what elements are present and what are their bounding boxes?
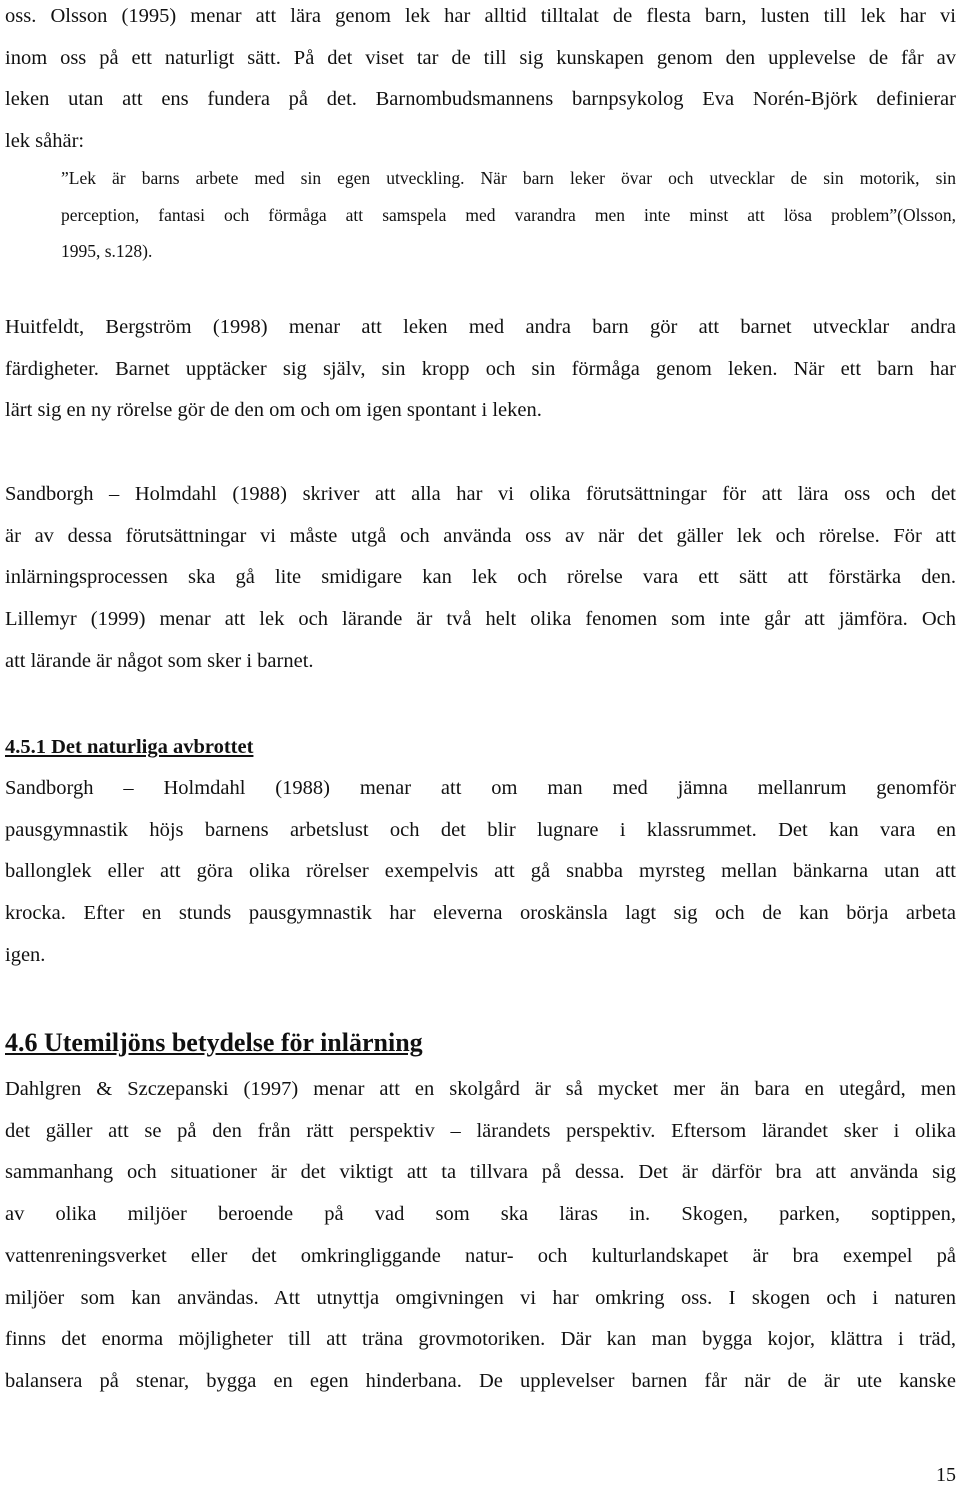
text-line: lärt sig en ny rörelse gör de den om och om igen spontant i leken. [5, 399, 542, 422]
text-line: miljöer som kan användas. Att utnyttja omgivningen vi har omkring oss. I skogen och i naturen [5, 1286, 956, 1309]
text-line: Lillemyr (1999) menar att lek och lärande är två helt olika fenomen som inte går att jämföra. Och [5, 608, 956, 631]
section-heading-4-5-1: 4.5.1 Det naturliga avbrottet [5, 736, 254, 758]
text-line: finns det enorma möjligheter till att träna grovmotoriken. Där kan man bygga kojor, klättra i träd, [5, 1328, 956, 1351]
text-line: Sandborgh – Holmdahl (1988) menar att om man med jämna mellanrum genomför [5, 777, 956, 799]
text-line: av olika miljöer beroende på vad som ska läras in. Skogen, parken, soptippen, [5, 1203, 956, 1226]
paragraph-dahlgren [5, 1069, 956, 1403]
text-line: lek såhär: [5, 130, 85, 153]
paragraph-sandborgh-2 [5, 768, 956, 977]
text-line: leken utan att ens fundera på det. Barnombudsmannens barnpsykolog Eva Norén-Björk definierar [5, 88, 956, 111]
text-line: balansera på stenar, bygga en egen hinderbana. De upplevelser barnen får när de är ute kanske [5, 1369, 956, 1392]
quote-line: perception, fantasi och förmåga att samspela med varandra men inte minst att lösa problem”(Olsson, [61, 204, 956, 225]
text-line: att lärande är något som sker i barnet. [5, 649, 314, 672]
text-line: pausgymnastik höjs barnens arbetslust och det blir lugnare i klassrummet. Det kan vara en [5, 818, 956, 841]
text-line: sammanhang och situationer är det viktigt att ta tillvara på dessa. Det är därför bra att använda sig [5, 1161, 956, 1184]
quote-line: 1995, s.128). [61, 241, 153, 262]
text-line: det gäller att se på den från rätt perspektiv – lärandets perspektiv. Eftersom lärandet sker i olika [5, 1119, 956, 1142]
text-line: är av dessa förutsättningar vi måste utgå och använda oss av när det gäller lek och rörelse. För att [5, 524, 956, 547]
text-line: inlärningsprocessen ska gå lite smidigare kan lek och rörelse vara ett sätt att förstärka den. [5, 566, 956, 589]
text-line: Huitfeldt, Bergström (1998) menar att leken med andra barn gör att barnet utvecklar andra [5, 316, 956, 338]
paragraph-intro [5, 0, 956, 163]
text-line: inom oss på ett naturligt sätt. På det viset tar de till sig kunskapen genom den upplevelse de får av [5, 46, 956, 69]
text-line: igen. [5, 943, 46, 966]
text-line: krocka. Efter en stunds pausgymnastik har eleverna oroskänsla lagt sig och de kan börja arbeta [5, 902, 956, 925]
block-quote [61, 160, 956, 270]
quote-line: ”Lek är barns arbete med sin egen utveckling. När barn leker övar och utvecklar de sin motorik, sin [61, 168, 956, 188]
section-heading-4-6: 4.6 Utemiljöns betydelse för inlärning [5, 1028, 423, 1057]
paragraph-huitfeldt [5, 307, 956, 432]
page-number: 15 [936, 1464, 956, 1486]
text-line: ballonglek eller att göra olika rörelser exempelvis att gå snabba myrsteg mellan bänkarna utan att [5, 860, 956, 883]
paragraph-sandborgh-1 [5, 474, 956, 683]
text-line: vattenreningsverket eller det omkringliggande natur- och kulturlandskapet är bra exempel på [5, 1244, 956, 1267]
text-line: färdigheter. Barnet upptäcker sig själv, sin kropp och sin förmåga genom leken. När ett barn har [5, 357, 956, 380]
text-line: Dahlgren & Szczepanski (1997) menar att en skolgård är så mycket mer än bara en utegård, men [5, 1078, 956, 1100]
text-line: oss. Olsson (1995) menar att lära genom lek har alltid tilltalat de flesta barn, lusten till lek har vi [5, 5, 956, 27]
text-line: Sandborgh – Holmdahl (1988) skriver att alla har vi olika förutsättningar för att lära oss och det [5, 483, 956, 505]
